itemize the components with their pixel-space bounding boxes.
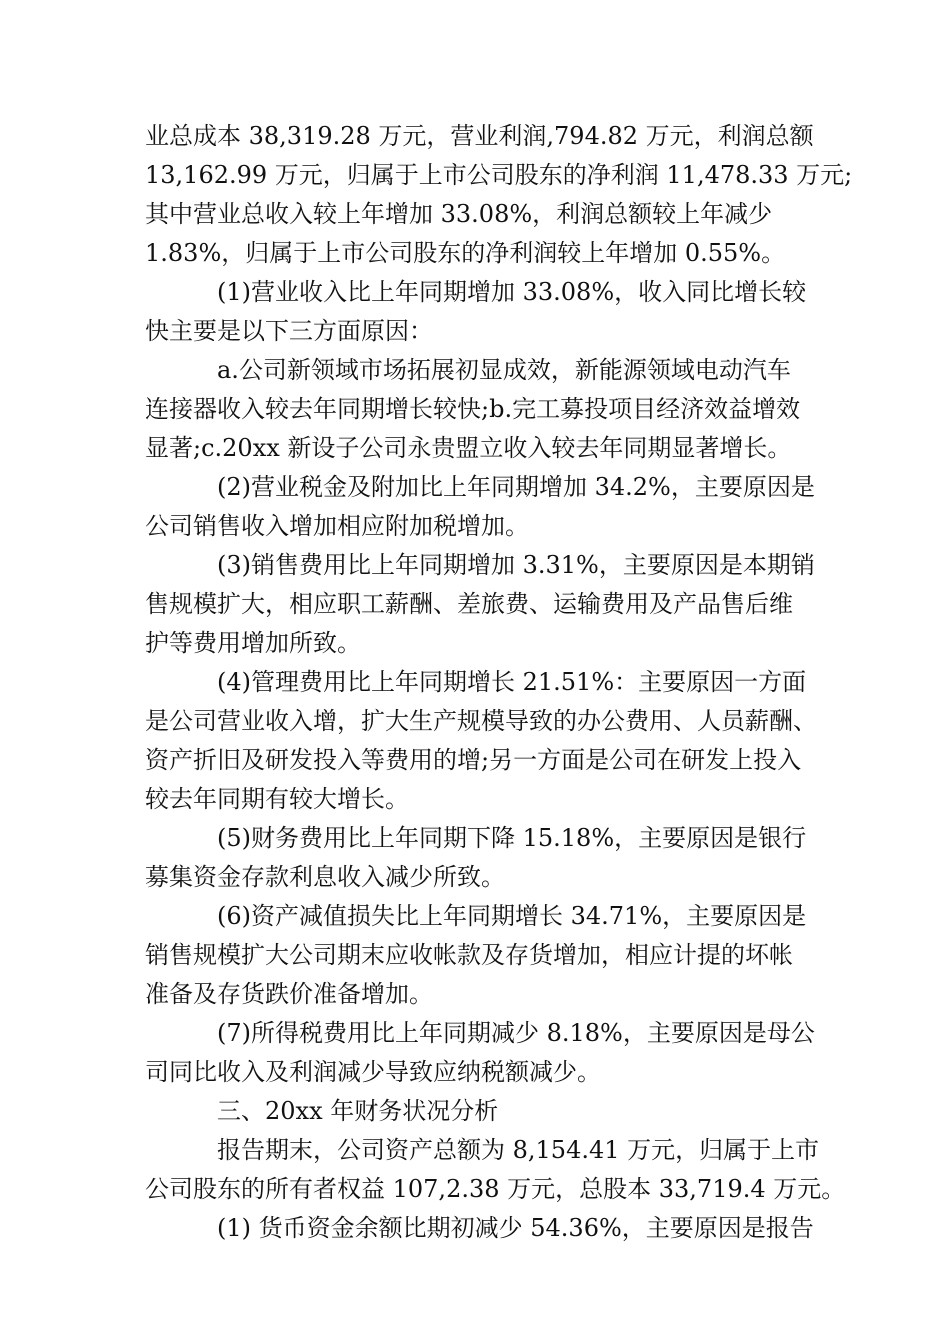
text-line: (5)财务费用比上年同期下降 15.18%，主要原因是银行 <box>217 824 807 852</box>
text-line: 业总成本 38,319.28 万元，营业利润,794.82 万元，利润总额 <box>145 122 814 150</box>
text-line: 较去年同期有较大增长。 <box>145 785 409 813</box>
text-line: 报告期末，公司资产总额为 8,154.41 万元，归属于上市 <box>217 1136 820 1164</box>
text-line: 三、20xx 年财务状况分析 <box>217 1097 499 1125</box>
text-line: 募集资金存款利息收入减少所致。 <box>145 863 505 891</box>
text-line: 13,162.99 万元，归属于上市公司股东的净利润 11,478.33 万元; <box>145 161 853 189</box>
text-line: (4)管理费用比上年同期增长 21.51%：主要原因一方面 <box>217 668 807 696</box>
text-line: (1) 货币资金余额比期初减少 54.36%，主要原因是报告 <box>217 1214 814 1242</box>
text-line: 连接器收入较去年同期增长较快;b.完工募投项目经济效益增效 <box>145 395 801 423</box>
text-line: 快主要是以下三方面原因： <box>145 317 433 345</box>
text-line: 司同比收入及利润减少导致应纳税额减少。 <box>145 1058 601 1086</box>
text-line: 1.83%，归属于上市公司股东的净利润较上年增加 0.55%。 <box>145 239 786 267</box>
text-line: 护等费用增加所致。 <box>145 629 361 657</box>
text-line: 公司销售收入增加相应附加税增加。 <box>145 512 529 540</box>
text-line: (3)销售费用比上年同期增加 3.31%，主要原因是本期销 <box>217 551 815 579</box>
text-line: a.公司新领域市场拓展初显成效，新能源领域电动汽车 <box>217 356 791 384</box>
document-body <box>145 117 853 1248</box>
text-line: 显著;c.20xx 新设子公司永贵盟立收入较去年同期显著增长。 <box>145 434 792 462</box>
text-line: 其中营业总收入较上年增加 33.08%，利润总额较上年减少 <box>145 200 773 228</box>
text-line: 资产折旧及研发投入等费用的增;另一方面是公司在研发上投入 <box>145 746 802 774</box>
text-line: (6)资产减值损失比上年同期增长 34.71%，主要原因是 <box>217 902 807 930</box>
text-line: 准备及存货跌价准备增加。 <box>145 980 433 1008</box>
text-line: (7)所得税费用比上年同期减少 8.18%，主要原因是母公 <box>217 1019 815 1047</box>
text-line: (1)营业收入比上年同期增加 33.08%，收入同比增长较 <box>217 278 807 306</box>
text-line: 销售规模扩大公司期末应收帐款及存货增加，相应计提的坏帐 <box>145 941 793 969</box>
text-line: 售规模扩大，相应职工薪酬、差旅费、运输费用及产品售后维 <box>145 590 793 618</box>
text-line: (2)营业税金及附加比上年同期增加 34.2%，主要原因是 <box>217 473 815 501</box>
text-line: 公司股东的所有者权益 107,2.38 万元，总股本 33,719.4 万元。 <box>145 1175 846 1203</box>
text-line: 是公司营业收入增，扩大生产规模导致的办公费用、人员薪酬、 <box>145 707 817 735</box>
